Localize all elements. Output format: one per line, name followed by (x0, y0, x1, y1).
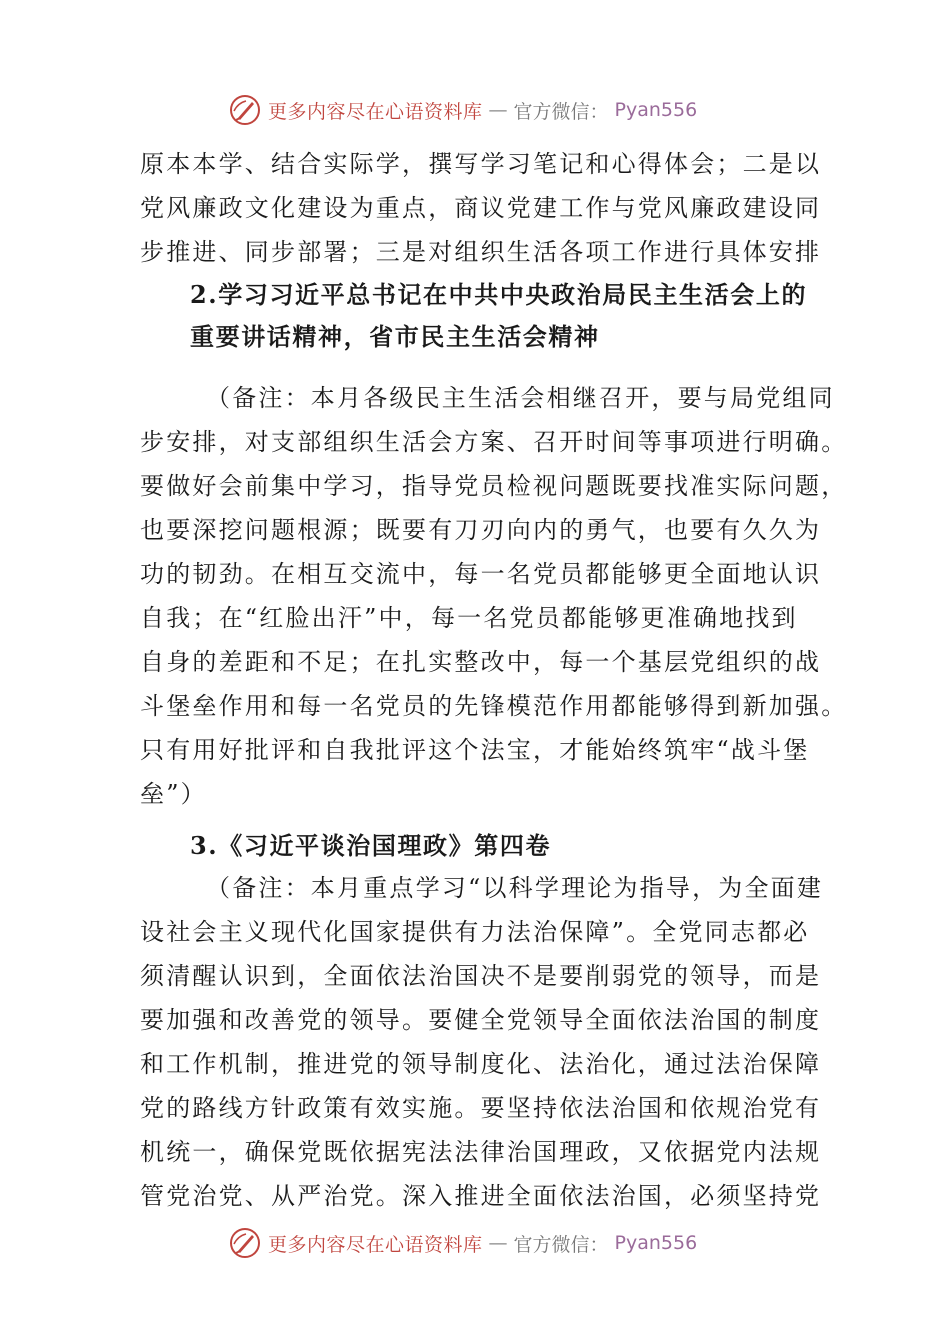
text-line: 党风廉政文化建设为重点，商议党建工作与党风廉政建设同 (140, 194, 822, 222)
text-line: 和工作机制，推进党的领导制度化、法治化，通过法治保障 (140, 1050, 822, 1078)
text-line: 要加强和改善党的领导。要健全党领导全面依法治国的制度 (140, 1006, 822, 1034)
text-line: 步安排，对支部组织生活会方案、召开时间等事项进行明确。 (140, 428, 848, 456)
text-line: 须清醒认识到，全面依法治国决不是要削弱党的领导，而是 (140, 962, 822, 990)
banner-site-text: 更多内容尽在心语资料库 (268, 100, 483, 123)
banner-wechat-label: 官方微信： (513, 100, 609, 123)
paragraph-continuation (140, 142, 840, 274)
heading-line: 重要讲话精神，省市民主生活会精神 (190, 322, 600, 351)
banner-wechat-label: 官方微信： (513, 1233, 609, 1256)
quill-logo-icon (228, 93, 262, 127)
text-line: 要做好会前集中学习，指导党员检视问题既要找准实际问题， (140, 472, 848, 500)
text-line: 只有用好批评和自我批评这个法宝，才能始终筑牢“战斗堡 (140, 736, 810, 764)
banner-separator: — (488, 1232, 508, 1254)
section-heading-2 (190, 274, 807, 358)
text-line: 管党治党、从严治党。深入推进全面依法治国，必须坚持党 (140, 1182, 822, 1210)
quill-logo-icon (228, 1226, 262, 1260)
section-2-note (140, 376, 848, 816)
text-line: 也要深挖问题根源；既要有刀刃向内的勇气，也要有久久为 (140, 516, 822, 544)
banner-wechat-id: Pyan556 (614, 99, 698, 121)
text-line: 党的路线方针政策有效实施。要坚持依法治国和依规治党有 (140, 1094, 822, 1122)
banner-separator: — (488, 99, 508, 121)
text-line: 步推进、同步部署；三是对组织生活各项工作进行具体安排 (140, 238, 822, 266)
text-line: （备注：本月各级民主生活会相继召开，要与局党组同 (206, 384, 835, 412)
text-line: 功的韧劲。在相互交流中，每一名党员都能够更全面地认识 (140, 560, 822, 588)
section-heading-3 (190, 825, 551, 867)
text-line: 自我；在“红脸出汗”中，每一名党员都能够更准确地找到 (140, 604, 798, 632)
text-line: 设社会主义现代化国家提供有力法治保障”。全党同志都必 (140, 918, 810, 946)
header-banner (228, 92, 697, 128)
text-line: 斗堡垒作用和每一名党员的先锋模范作用都能够得到新加强。 (140, 692, 848, 720)
banner-wechat-id: Pyan556 (614, 1232, 698, 1254)
text-line: 原本本学、结合实际学，撰写学习笔记和心得体会；二是以 (140, 150, 822, 178)
text-line: 垒”） (140, 780, 207, 808)
heading-line: 3.《习近平谈治国理政》第四卷 (190, 831, 552, 860)
text-line: 自身的差距和不足；在扎实整改中，每一个基层党组织的战 (140, 648, 822, 676)
footer-banner (228, 1225, 697, 1261)
text-line: （备注：本月重点学习“以科学理论为指导，为全面建 (206, 874, 824, 902)
heading-line: 2.学习习近平总书记在中共中央政治局民主生活会上的 (190, 280, 808, 309)
text-line: 机统一，确保党既依据宪法法律治国理政，又依据党内法规 (140, 1138, 822, 1166)
section-3-note (140, 866, 840, 1218)
banner-site-text: 更多内容尽在心语资料库 (268, 1233, 483, 1256)
